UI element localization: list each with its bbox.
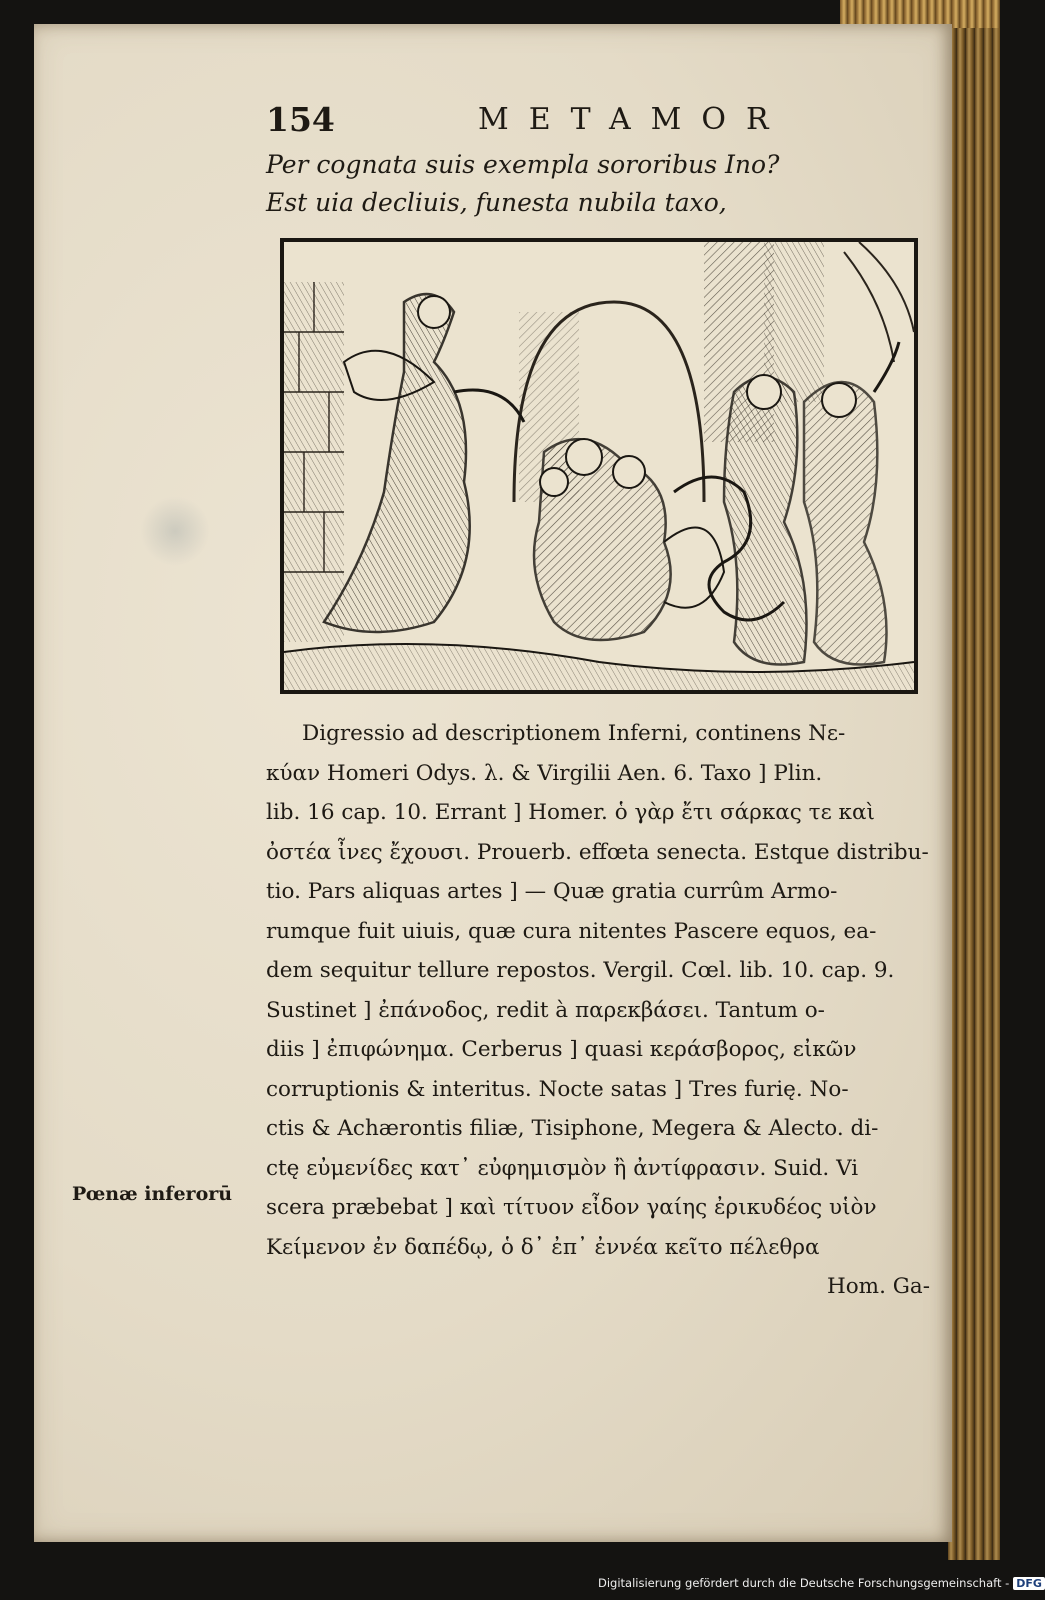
paper-stain [140, 496, 210, 566]
dfg-logo: DFG [1013, 1577, 1045, 1590]
credit-text: Digitalisierung gefördert durch die Deutsche Forschungsgemeinschaft - [598, 1576, 1010, 1590]
verse-line: Est uia decliuis, funesta nubila taxo, [266, 188, 727, 217]
woodcut-image [284, 242, 914, 690]
running-head: METAMOR [478, 102, 789, 137]
commentary-line: κύαν Homeri Odys. λ. & Virgilii Aen. 6. Taxo ] Plin. [266, 760, 823, 786]
commentary-line: lib. 16 cap. 10. Errant ] Homer. ὁ γὰρ ἔτι σάρκας τε καὶ [266, 800, 875, 825]
digitization-credit [598, 1576, 1045, 1590]
commentary-line: Digressio ad descriptionem Inferni, continens Νε- [302, 721, 846, 746]
page-header [266, 100, 796, 146]
commentary-line: tio. Pars aliquas artes ] — Quæ gratia currûm Armo- [266, 879, 838, 904]
commentary-line: dem sequitur tellure repostos. Vergil. Cœl. lib. 10. cap. 9. [266, 958, 895, 983]
commentary-line: ctis & Achærontis filiæ, Tisiphone, Megera & Alecto. di- [266, 1116, 879, 1141]
commentary-line: rumque fuit uiuis, quæ cura nitentes Pascere equos, ea- [266, 918, 877, 944]
commentary-line: scera præbebat ] καὶ τίτυον εἶδον γαίης ἐρικυδέος υἱὸν [266, 1195, 877, 1220]
commentary-line: Κείμενον ἐν δαπέδῳ, ὁ δ᾽ ἐπ᾽ ἐννέα κεῖτο πέλεθρα [266, 1234, 820, 1260]
catchword: Hom. Ga- [826, 1274, 930, 1299]
commentary-line: ὀστέα ἶνες ἔχουσι. Prouerb. effœta senecta. Estque distribu- [266, 839, 929, 865]
woodcut-illustration [280, 238, 918, 694]
commentary-line: Sustinet ] ἐπάνοδος, redit à παρεκβάσει. Tantum o- [266, 997, 825, 1023]
page-number: 154 [266, 100, 335, 139]
commentary-text [266, 714, 930, 1307]
commentary-line: corruptionis & interitus. Nocte satas ] Tres furię. No- [266, 1076, 849, 1102]
commentary-line: ctę εὐμενίδες κατ᾽ εὐφημισμὸν ἢ ἀντίφρασιν. Suid. Vi [266, 1155, 859, 1181]
marginal-note: Pœnæ inferorū [72, 1183, 233, 1205]
verse-line: Per cognata suis exempla sororibus Ino? [266, 150, 780, 179]
commentary-line: diis ] ἐπιφώνημα. Cerberus ] quasi κεράσβορος, εἰκῶν [266, 1037, 857, 1062]
book-fore-edge [948, 0, 1000, 1560]
